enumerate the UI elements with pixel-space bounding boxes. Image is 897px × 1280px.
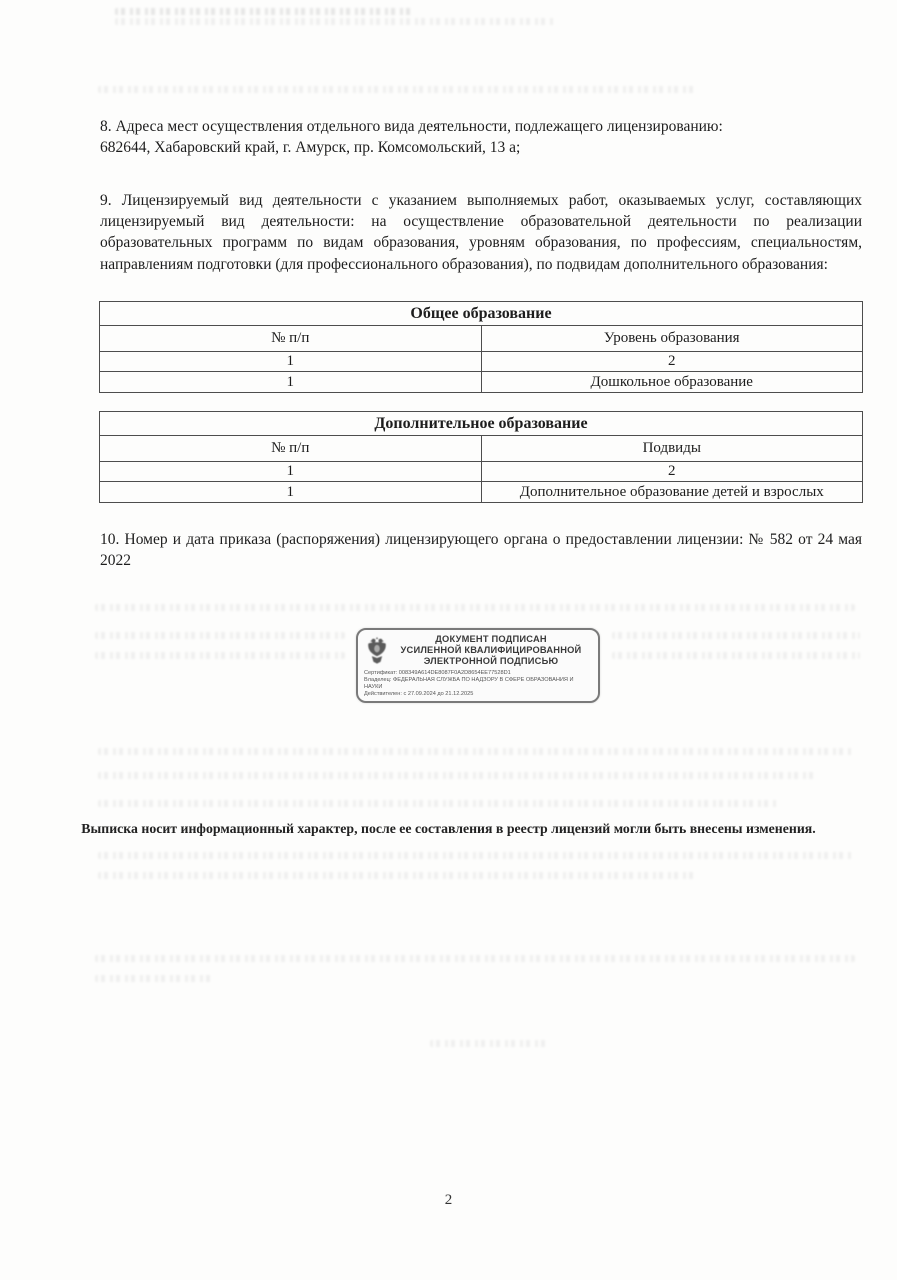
table-title: Общее образование: [100, 302, 863, 326]
stamp-certificate: Сертификат: 008349A614DE8087F0A2D8654EE77528D1: [364, 670, 511, 676]
bleed-through-artifact: [95, 975, 215, 982]
table-additional-education: [99, 411, 863, 503]
stamp-owner: Владелец: ФЕДЕРАЛЬНАЯ СЛУЖБА ПО НАДЗОРУ В СФЕРЕ ОБРАЗОВАНИЯ И НАУКИ: [364, 677, 574, 690]
table-header-number: № п/п: [100, 326, 482, 352]
table-general-education: [99, 301, 863, 393]
section-9: [100, 190, 862, 275]
table-cell-value: Дополнительное образование детей и взрослых: [481, 482, 863, 503]
table-header-number: № п/п: [100, 436, 482, 462]
table-numbering-cell: 2: [481, 462, 863, 482]
bleed-through-artifact: [95, 632, 345, 639]
stamp-title-line2: УСИЛЕННОЙ КВАЛИФИЦИРОВАННОЙ: [400, 645, 582, 655]
bleed-through-artifact: [115, 8, 415, 15]
stamp-validity: Действителен: с 27.09.2024 до 21.12.2025: [364, 691, 474, 697]
bleed-through-artifact: [430, 1040, 550, 1047]
table-header-level: Уровень образования: [481, 326, 863, 352]
bleed-through-artifact: [612, 632, 860, 639]
table-cell-number: 1: [100, 372, 482, 393]
stamp-title: [390, 634, 592, 667]
bleed-through-artifact: [98, 772, 818, 779]
table-title: Дополнительное образование: [100, 412, 863, 436]
bleed-through-artifact: [95, 604, 855, 611]
section-8: [100, 116, 862, 158]
stamp-title-line1: ДОКУМЕНТ ПОДПИСАН: [435, 634, 547, 644]
page-number: 2: [444, 1192, 453, 1208]
bleed-through-artifact: [98, 872, 698, 879]
bleed-through-artifact: [612, 652, 860, 659]
table-cell-value: Дошкольное образование: [481, 372, 863, 393]
bleed-through-artifact: [95, 652, 345, 659]
digital-signature-stamp: [356, 628, 600, 703]
stamp-details: [364, 670, 592, 698]
bleed-through-artifact: [98, 852, 853, 859]
bleed-through-artifact: [98, 748, 853, 755]
section-10: [100, 529, 862, 571]
stamp-title-line3: ЭЛЕКТРОННОЙ ПОДПИСЬЮ: [423, 656, 559, 666]
section-9-text: 9. Лицензируемый вид деятельности с указанием выполняемых работ, оказываемых услуг, составляющих лицензируемый вид деятельности: на осуществление образовательной деятельности по реализации образовательных программ по видам образования, уровням образования, по профессиям, специальностям, направлениям подготовки (для профессионального образования), по подвидам дополнительного образования:: [100, 192, 862, 273]
bleed-through-artifact: [115, 18, 555, 25]
bleed-through-artifact: [98, 800, 778, 807]
table-numbering-cell: 1: [100, 352, 482, 372]
informational-footnote: Выписка носит информационный характер, после ее составления в реестр лицензий могли быть внесены изменения.: [81, 821, 816, 836]
table-numbering-cell: 2: [481, 352, 863, 372]
table-numbering-cell: 1: [100, 462, 482, 482]
table-cell-number: 1: [100, 482, 482, 503]
section-10-text: 10. Номер и дата приказа (распоряжения) лицензирующего органа о предоставлении лицензии: № 582 от 24 мая 2022: [100, 531, 862, 570]
russian-coat-of-arms-icon: [364, 635, 390, 667]
table-header-subtypes: Подвиды: [481, 436, 863, 462]
bleed-through-artifact: [98, 86, 698, 93]
bleed-through-artifact: [95, 955, 855, 962]
section-8-address: 682644, Хабаровский край, г. Амурск, пр. Комсомольский, 13 а;: [100, 139, 521, 157]
section-8-text: 8. Адреса мест осуществления отдельного вида деятельности, подлежащего лицензированию:: [100, 118, 723, 135]
